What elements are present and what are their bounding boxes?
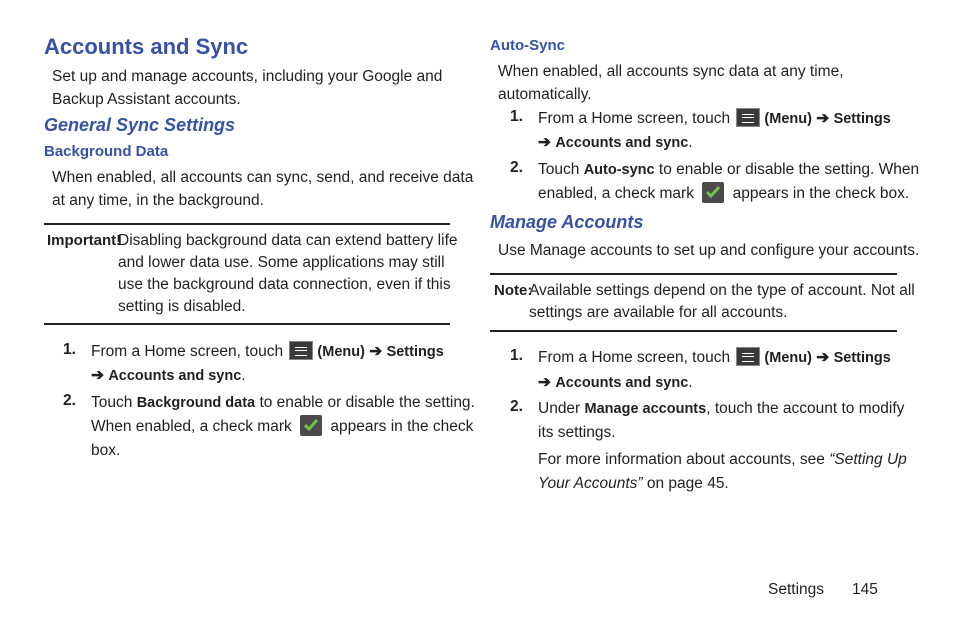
auto-step-2-post: to enable or disable the setting. When xyxy=(658,161,920,178)
arrow-icon: ➔ xyxy=(538,374,551,391)
background-data-heading: Background Data xyxy=(44,143,169,160)
check-mark-icon xyxy=(702,182,724,203)
background-desc-line-2: at any time, in the background. xyxy=(52,192,264,209)
settings-label: Settings xyxy=(833,111,891,127)
important-line-4: setting is disabled. xyxy=(118,298,246,315)
menu-label: (Menu) xyxy=(764,350,812,366)
important-label: Important! xyxy=(47,232,122,249)
note-top-rule xyxy=(490,273,897,275)
manage-step-1-line-1 xyxy=(538,346,891,370)
cross-reference-link-part-2[interactable]: Your Accounts” xyxy=(538,475,643,492)
auto-sync-heading: Auto-Sync xyxy=(490,37,565,54)
note-line-2: settings are available for all accounts. xyxy=(529,304,788,321)
accounts-and-sync-label: Accounts and sync xyxy=(555,135,689,151)
arrow-icon: ➔ xyxy=(538,134,551,151)
more-info-line-1 xyxy=(538,448,907,471)
step-1-line-2 xyxy=(91,364,246,388)
intro-line-1: Set up and manage accounts, including your Google and xyxy=(52,68,443,85)
arrow-icon: ➔ xyxy=(369,343,383,360)
more-info-post: on page 45. xyxy=(646,475,729,492)
manage-step-2-post: , touch the account to modify xyxy=(706,400,905,417)
period: . xyxy=(241,367,246,384)
manage-step-1-number: 1. xyxy=(510,347,523,364)
note-label: Note: xyxy=(494,282,533,299)
auto-step-1-number: 1. xyxy=(510,108,523,125)
general-sync-heading: General Sync Settings xyxy=(44,115,236,135)
note-line-1: Available settings depend on the type of account. Not all xyxy=(529,282,915,299)
step-2-line-2 xyxy=(91,415,473,438)
manage-step-2-pre: Under xyxy=(538,400,581,417)
background-data-label: Background data xyxy=(136,395,256,411)
period: . xyxy=(688,134,693,151)
manage-step-1-text: From a Home screen, touch xyxy=(538,349,731,366)
more-info-pre: For more information about accounts, see xyxy=(538,451,825,468)
period: . xyxy=(688,374,693,391)
manage-step-2-line-2: its settings. xyxy=(538,424,616,441)
important-line-3: use the background data connection, even if this xyxy=(118,276,451,293)
cross-reference-link-part-1[interactable]: “Setting Up xyxy=(829,451,907,468)
menu-label: (Menu) xyxy=(764,111,812,127)
manage-step-2-line-1 xyxy=(538,397,904,421)
step-2-pre: Touch xyxy=(91,394,133,411)
step-2-number: 2. xyxy=(63,392,76,409)
accounts-and-sync-label: Accounts and sync xyxy=(555,375,689,391)
important-line-1: Disabling background data can extend battery life xyxy=(118,232,458,249)
arrow-icon: ➔ xyxy=(816,110,830,127)
auto-sync-line-1: When enabled, all accounts sync data at any time, xyxy=(498,63,844,80)
page-number: 145 xyxy=(852,581,878,598)
arrow-icon: ➔ xyxy=(91,367,104,384)
step-1-line-1 xyxy=(91,340,444,364)
important-bottom-rule xyxy=(44,323,450,325)
auto-step-1-text: From a Home screen, touch xyxy=(538,110,731,127)
step-2-line-1 xyxy=(91,391,475,415)
auto-step-1-line-2 xyxy=(538,131,693,155)
manage-step-2-number: 2. xyxy=(510,398,523,415)
auto-step-2-line-2-pre: enabled, a check mark xyxy=(538,185,694,202)
step-2-line-2-post: appears in the check xyxy=(330,418,474,435)
auto-step-2-line-1 xyxy=(538,158,919,182)
step-1-number: 1. xyxy=(63,341,76,358)
accounts-and-sync-label: Accounts and sync xyxy=(108,368,242,384)
footer-section: Settings xyxy=(768,581,825,598)
manage-accounts-heading: Manage Accounts xyxy=(490,212,644,232)
step-2-post: to enable or disable the setting. xyxy=(259,394,475,411)
auto-step-1-line-1 xyxy=(538,107,891,131)
menu-icon xyxy=(736,347,760,366)
auto-sync-line-2: automatically. xyxy=(498,86,592,103)
auto-sync-label: Auto-sync xyxy=(583,162,655,178)
auto-step-2-line-2-post: appears in the check box. xyxy=(732,185,910,202)
manage-accounts-label: Manage accounts xyxy=(584,401,707,417)
settings-label: Settings xyxy=(833,350,891,366)
manage-step-1-line-2 xyxy=(538,371,693,395)
menu-icon xyxy=(736,108,760,127)
step-2-line-3: box. xyxy=(91,442,121,459)
manage-accounts-desc: Use Manage accounts to set up and configure your accounts. xyxy=(498,242,920,259)
auto-step-2-number: 2. xyxy=(510,159,523,176)
page-title: Accounts and Sync xyxy=(44,34,249,59)
intro-line-2: Backup Assistant accounts. xyxy=(52,91,241,108)
menu-icon xyxy=(289,341,313,360)
auto-step-2-line-2 xyxy=(538,182,909,205)
note-bottom-rule xyxy=(490,330,897,332)
menu-label: (Menu) xyxy=(317,344,365,360)
background-desc-line-1: When enabled, all accounts can sync, send, and receive data xyxy=(52,169,474,186)
check-mark-icon xyxy=(300,415,322,436)
step-1-text: From a Home screen, touch xyxy=(91,343,284,360)
step-2-line-2-pre: When enabled, a check mark xyxy=(91,418,292,435)
more-info-line-2 xyxy=(538,472,729,495)
auto-step-2-pre: Touch xyxy=(538,161,580,178)
arrow-icon: ➔ xyxy=(816,349,830,366)
important-top-rule xyxy=(44,223,450,225)
settings-label: Settings xyxy=(386,344,444,360)
important-line-2: and lower data use. Some applications may still xyxy=(118,254,445,271)
